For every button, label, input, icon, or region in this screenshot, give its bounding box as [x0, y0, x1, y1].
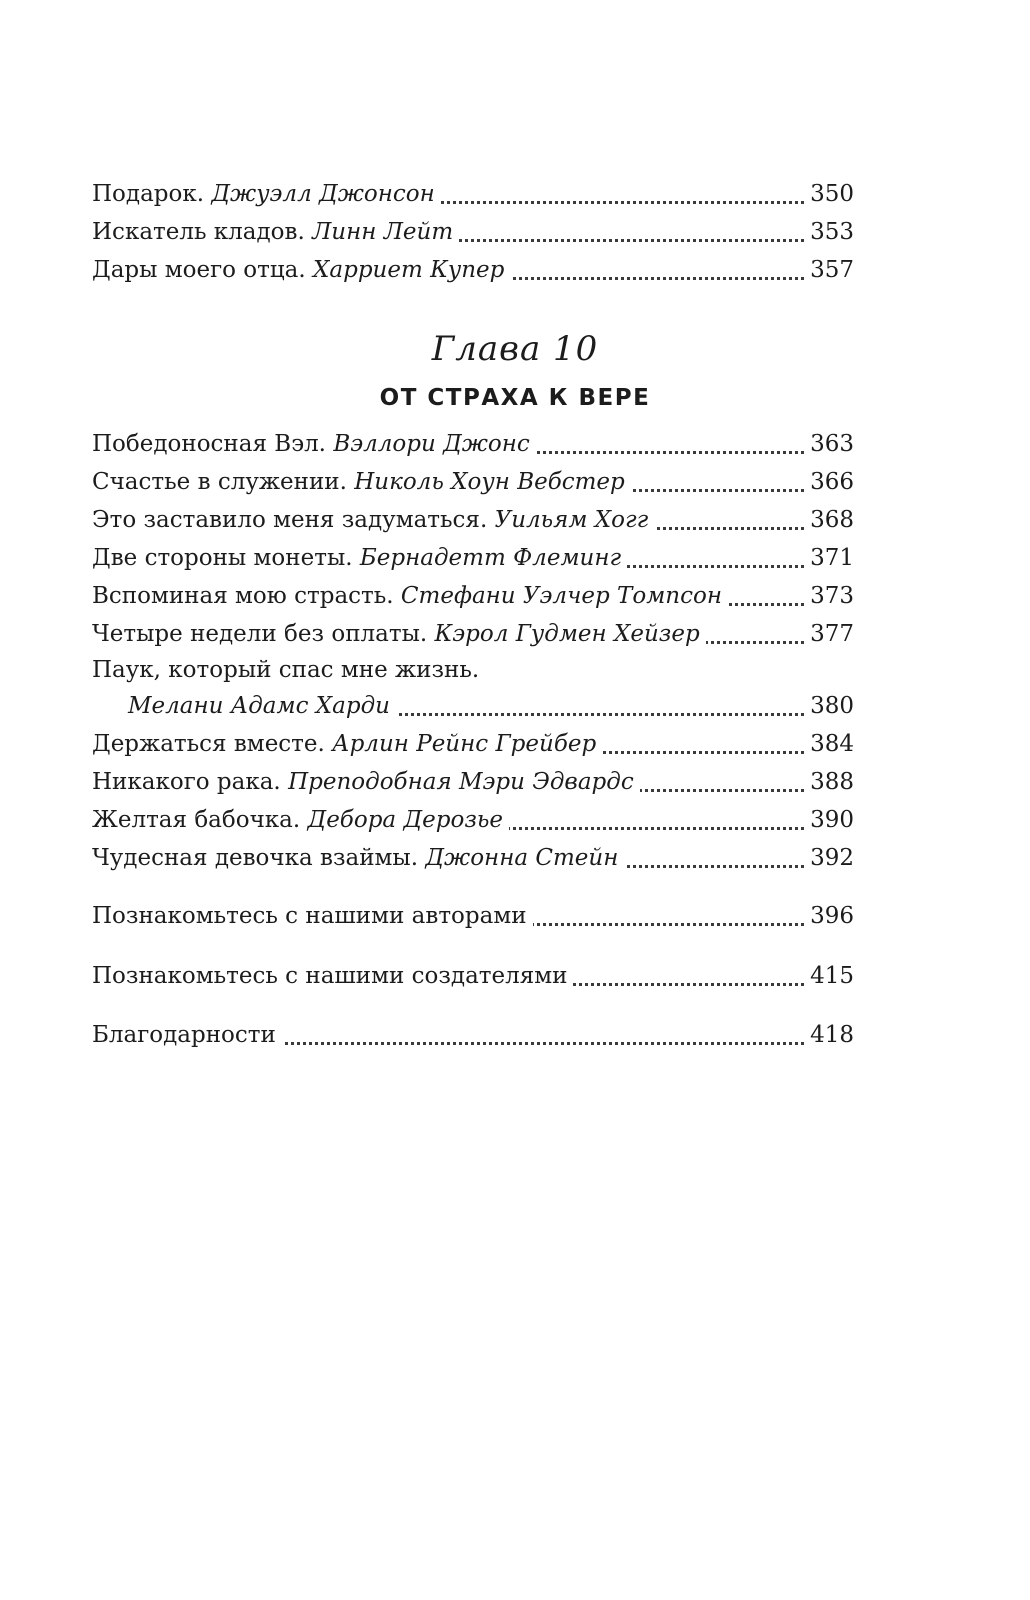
toc-entry-title-line	[92, 653, 854, 687]
entry-author: Бернадетт Флеминг	[359, 545, 622, 571]
entry-page-number: 418	[804, 1016, 854, 1054]
toc-chapter-section	[92, 425, 854, 877]
entry-page-number: 415	[804, 957, 854, 995]
entry-page-number: 368	[804, 501, 854, 539]
chapter-title: ОТ СТРАХА К ВЕРЕ	[379, 385, 651, 411]
entry-author: Мелани Адамс Харди	[128, 693, 390, 719]
entry-title: Победоносная Вэл.	[92, 431, 326, 457]
toc-back-matter-section	[92, 957, 854, 995]
entry-author: Джуэлл Джонсон	[211, 181, 435, 207]
toc-entry	[92, 463, 854, 501]
toc-entry	[92, 1016, 854, 1054]
entry-author: Кэрол Гудмен Хейзер	[434, 621, 700, 647]
entry-page-number: 380	[804, 687, 854, 725]
entry-author: Арлин Рейнс Грейбер	[332, 731, 597, 757]
entry-title: Счастье в служении.	[92, 469, 347, 495]
toc-entry	[92, 615, 854, 653]
entry-page-number: 384	[804, 725, 854, 763]
entry-title: Никакого рака.	[92, 769, 281, 795]
entry-title: Паук, который спас мне жизнь.	[92, 657, 485, 683]
toc-entry	[92, 897, 854, 935]
entry-author: Джонна Стейн	[425, 845, 619, 871]
entry-page-number: 388	[804, 763, 854, 801]
toc-entry	[92, 687, 854, 725]
toc-entry	[92, 801, 854, 839]
toc-entry	[92, 725, 854, 763]
entry-title: Вспоминая мою страсть.	[92, 583, 394, 609]
entry-page-number: 350	[804, 175, 854, 213]
entry-author: Линн Лейт	[312, 219, 454, 245]
entry-page-number: 371	[804, 539, 854, 577]
entry-author: Николь Хоун Вебстер	[354, 469, 625, 495]
toc-entry	[92, 213, 854, 251]
toc-entry	[92, 501, 854, 539]
entry-title: Это заставило меня задуматься.	[92, 507, 488, 533]
entry-author: Преподобная Мэри Эдвардс	[288, 769, 634, 795]
toc-top-section	[92, 175, 854, 289]
entry-title: Благодарности	[92, 1022, 282, 1048]
entry-title: Дары моего отца.	[92, 257, 306, 283]
entry-author: Дебора Дерозье	[307, 807, 503, 833]
toc-entry	[92, 251, 854, 289]
entry-title: Желтая бабочка.	[92, 807, 301, 833]
toc-entry	[92, 175, 854, 213]
entry-page-number: 390	[804, 801, 854, 839]
toc-entry	[92, 539, 854, 577]
toc-back-matter-section	[92, 1016, 854, 1054]
toc-entry	[92, 957, 854, 995]
entry-page-number: 366	[804, 463, 854, 501]
entry-page-number: 357	[804, 251, 854, 289]
entry-title: Подарок.	[92, 181, 205, 207]
entry-title: Познакомьтесь с нашими авторами	[92, 903, 533, 929]
entry-title: Две стороны монеты.	[92, 545, 353, 571]
entry-page-number: 353	[804, 213, 854, 251]
entry-page-number: 377	[804, 615, 854, 653]
toc-entry	[92, 763, 854, 801]
entry-title: Познакомьтесь с нашими создателями	[92, 963, 573, 989]
toc-entry	[92, 577, 854, 615]
toc-entry	[92, 425, 854, 463]
chapter-number: Глава 10	[431, 329, 599, 369]
entry-author: Стефани Уэлчер Томпсон	[400, 583, 722, 609]
entry-author: Уильям Хогг	[494, 507, 649, 533]
entry-page-number: 396	[804, 897, 854, 935]
toc-back-matter-section	[92, 897, 854, 935]
entry-author: Харриет Купер	[313, 257, 505, 283]
entry-page-number: 373	[804, 577, 854, 615]
entry-title: Искатель кладов.	[92, 219, 305, 245]
entry-page-number: 363	[804, 425, 854, 463]
entry-title: Держаться вместе.	[92, 731, 325, 757]
entry-page-number: 392	[804, 839, 854, 877]
entry-author: Вэллори Джонс	[333, 431, 530, 457]
toc-entry	[92, 839, 854, 877]
entry-title: Чудесная девочка взаймы.	[92, 845, 419, 871]
entry-title: Четыре недели без оплаты.	[92, 621, 428, 647]
